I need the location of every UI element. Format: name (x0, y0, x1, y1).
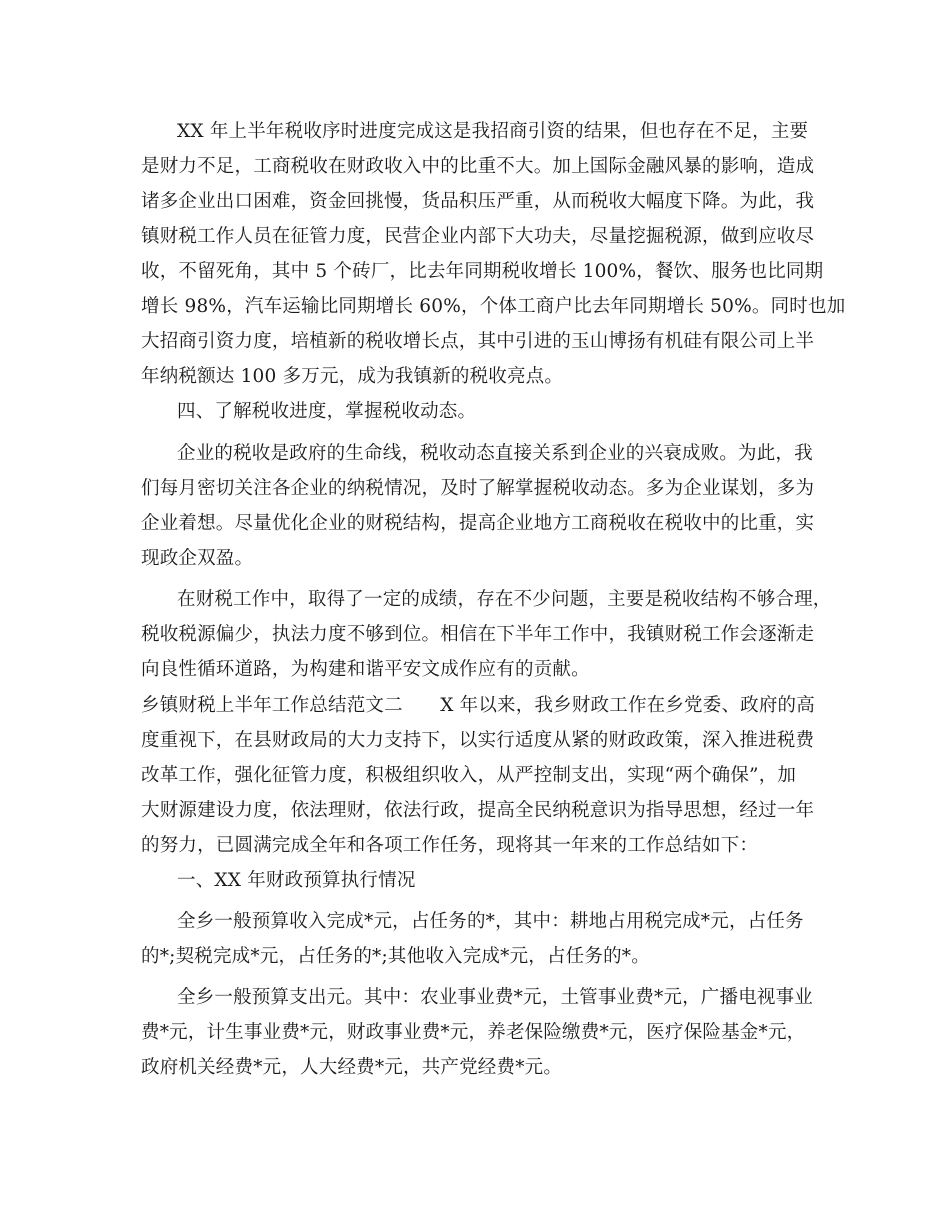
paragraph-line: 全乡一般预算收入完成*元，占任务的*，其中：耕地占用税完成*元，占任务 (177, 911, 804, 932)
paragraph-line: 大招商引资力度，培植新的税收增长点，其中引进的玉山博扬有机硅有限公司上半 (141, 331, 815, 352)
paragraph-line: 镇财税工作人员在征管力度，民营企业内部下大功夫，尽量挖掘税源，做到应收尽 (141, 226, 815, 247)
paragraph-line: 增长 98%，汽车运输比同期增长 60%，个体工商户比去年同期增长 50%。同时也加 (141, 296, 846, 317)
paragraph-line: 向良性循环道路，为构建和谐平安文成作应有的贡献。 (141, 659, 590, 680)
paragraph-line: 乡镇财税上半年工作总结范文二 X 年以来，我乡财政工作在乡党委、政府的高 (141, 695, 815, 716)
paragraph-line: 诸多企业出口困难，资金回挑慢，货品积压严重，从而税收大幅度下降。为此，我 (141, 191, 815, 212)
paragraph-line: 改革工作，强化征管力度，积极组织收入，从严控制支出，实现“两个确保”，加 (141, 765, 797, 786)
paragraph-line: 收，不留死角，其中 5 个砖厂，比去年同期税收增长 100%，餐饮、服务也比同期 (141, 261, 824, 282)
paragraph-line: 的努力，已圆满完成全年和各项工作任务，现将其一年来的工作总结如下： (141, 835, 759, 856)
paragraph-line: 年纳税额达 100 多万元，成为我镇新的税收亮点。 (141, 366, 564, 387)
paragraph-line: 们每月密切关注各企业的纳税情况，及时了解掌握税收动态。多为企业谋划，多为 (141, 478, 815, 499)
section-heading: 四、了解税收进度，掌握税收动态。 (177, 401, 477, 422)
paragraph-line: 费*元，计生事业费*元，财政事业费*元，养老保险缴费*元，医疗保险基金*元， (141, 1022, 806, 1043)
paragraph-line: XX 年上半年税收序时进度完成这是我招商引资的结果，但也存在不足，主要 (177, 121, 809, 142)
section-heading: 一、XX 年财政预算执行情况 (177, 870, 416, 891)
paragraph-line: 政府机关经费*元，人大经费*元，共产党经费*元。 (141, 1057, 563, 1078)
paragraph-line: 大财源建设力度，依法理财，依法行政，提高全民纳税意识为指导思想，经过一年 (141, 800, 815, 821)
paragraph-line: 的*;契税完成*元，占任务的*;其他收入完成*元，占任务的*。 (141, 946, 650, 967)
paragraph-line: 现政企双盈。 (141, 548, 254, 569)
paragraph-line: 在财税工作中，取得了一定的成绩，存在不少问题，主要是税收结构不够合理， (177, 589, 832, 610)
paragraph-line: 是财力不足，工商税收在财政收入中的比重不大。加上国际金融风暴的影响，造成 (141, 156, 815, 177)
paragraph-line: 企业的税收是政府的生命线，税收动态直接关系到企业的兴衰成败。为此，我 (177, 443, 813, 464)
paragraph-line: 全乡一般预算支出元。其中：农业事业费*元，土管事业费*元，广播电视事业 (177, 987, 814, 1008)
paragraph-line: 税收税源偏少，执法力度不够到位。相信在下半年工作中，我镇财税工作会逐渐走 (141, 624, 815, 645)
paragraph-line: 企业着想。尽量优化企业的财税结构，提高企业地方工商税收在税收中的比重，实 (141, 513, 815, 534)
paragraph-line: 度重视下，在县财政局的大力支持下，以实行适度从紧的财政政策，深入推进税费 (141, 730, 815, 751)
